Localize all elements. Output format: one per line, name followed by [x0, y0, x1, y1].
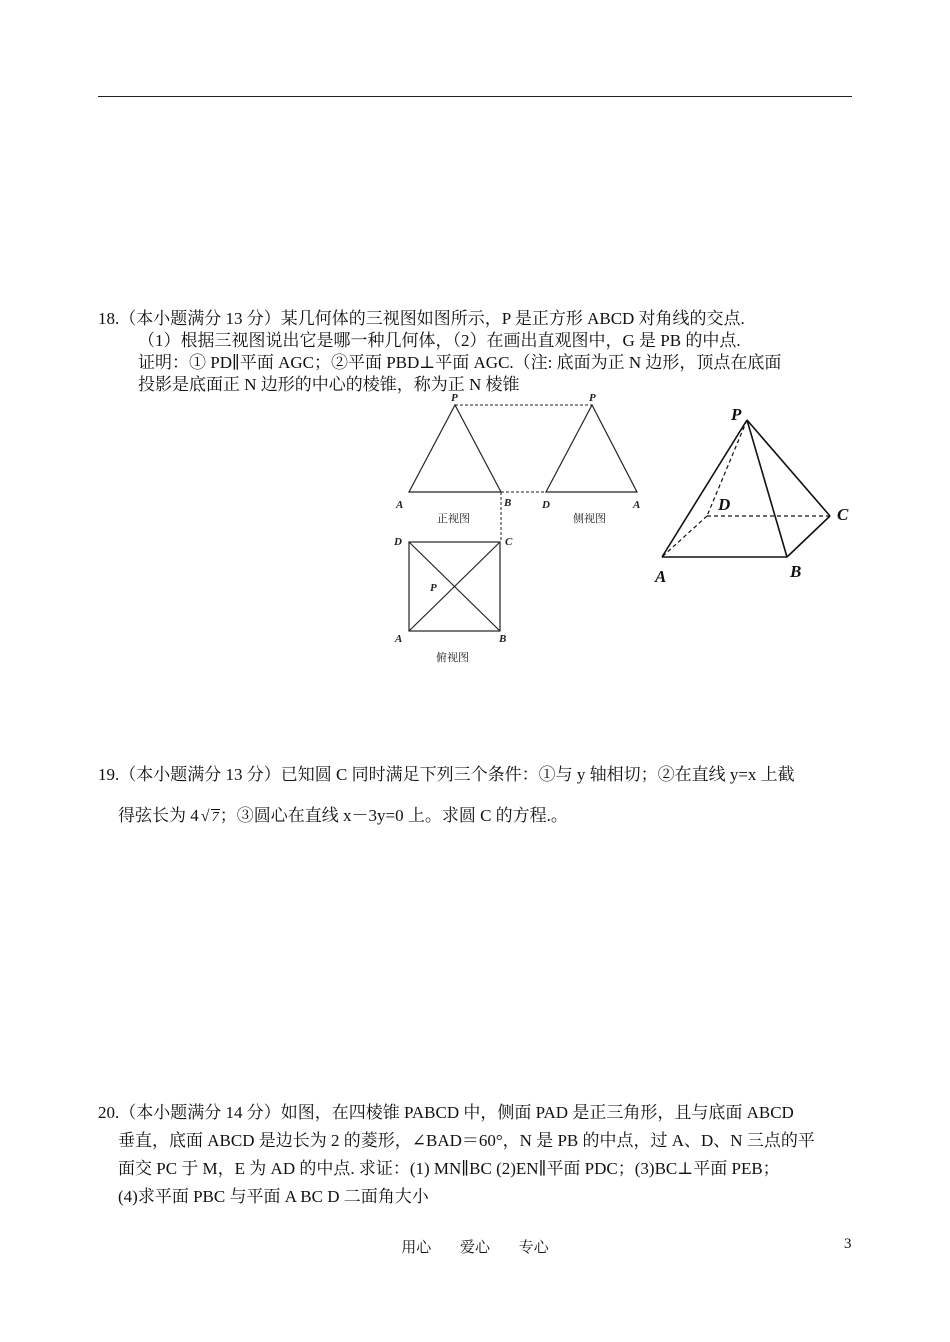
top-label-a: A — [395, 633, 403, 645]
q20-line-1: 20.（本小题满分 14 分）如图，在四棱锥 PABCD 中，侧面 PAD 是正三角形，且与底面 ABCD — [98, 1103, 794, 1122]
q20-line-2: 垂直，底面 ABCD 是边长为 2 的菱形，∠BAD＝60°，N 是 PB 的中点，过 A、D、N 三点的平 — [118, 1131, 815, 1150]
sqrt-symbol — [201, 807, 220, 829]
q19-radicand: 7 — [211, 810, 219, 825]
front-label-p: P — [451, 392, 458, 404]
q19-line-2-pre: 得弦长为 4 — [118, 806, 199, 825]
q18-line-2: （1）根据三视图说出它是哪一种几何体，（2）在画出直观图中，G 是 PB 的中点. — [138, 331, 741, 350]
pyramid-label-c: C — [837, 505, 849, 524]
q19-line-1: 19.（本小题满分 13 分）已知圆 C 同时满足下列三个条件：①与 y 轴相切；②在直线 y=x 上截 — [98, 765, 795, 784]
q18-line-3: 证明：① PD∥平面 AGC；②平面 PBD⊥平面 AGC.（注: 底面为正 N 边形，顶点在底面 — [138, 353, 782, 372]
three-view-figure — [380, 386, 650, 671]
pyramid-label-b: B — [790, 562, 802, 581]
side-label-p: P — [589, 392, 596, 404]
top-label-p: P — [430, 582, 437, 594]
side-view-caption: 侧视图 — [573, 512, 606, 525]
q20-line-3: 面交 PC 于 M，E 为 AD 的中点. 求证：(1) MN∥BC (2)EN∥平面 PDC；(3)BC⊥平面 PEB； — [118, 1159, 780, 1178]
footer-word-2: 爱心 — [459, 1238, 490, 1256]
pyramid-label-d: D — [718, 495, 731, 514]
page-number: 3 — [844, 1236, 852, 1252]
pyramid-label-p: P — [731, 405, 742, 424]
footer-motto — [0, 1236, 950, 1257]
front-view-caption: 正视图 — [437, 512, 470, 525]
front-label-b: B — [504, 497, 512, 509]
pyramid-figure — [645, 398, 865, 593]
q19-line-2 — [118, 805, 568, 829]
footer-word-3: 专心 — [518, 1238, 549, 1256]
q19-line-2-post: ；③圆心在直线 x－3y=0 上。求圆 C 的方程.。 — [219, 806, 568, 825]
pyramid-label-a: A — [655, 567, 667, 586]
front-view-triangle — [409, 405, 501, 492]
front-label-a: A — [396, 499, 404, 511]
q18-line-1: 18.（本小题满分 13 分）某几何体的三视图如图所示，P 是正方形 ABCD 对角线的交点. — [98, 309, 745, 328]
top-label-c: C — [505, 536, 513, 548]
side-label-a: A — [633, 499, 641, 511]
q18-line-4: 投影是底面正 N 边形的中心的棱锥，称为正 N 棱锥 — [138, 375, 520, 394]
top-view-caption: 俯视图 — [436, 651, 469, 664]
footer-word-1: 用心 — [401, 1238, 432, 1256]
q20-line-4: (4)求平面 PBC 与平面 A BC D 二面角大小 — [118, 1187, 429, 1206]
top-label-b: B — [499, 633, 507, 645]
header-rule — [98, 96, 852, 97]
top-label-d: D — [394, 536, 402, 548]
side-label-d: D — [542, 499, 550, 511]
side-view-triangle — [546, 405, 637, 492]
